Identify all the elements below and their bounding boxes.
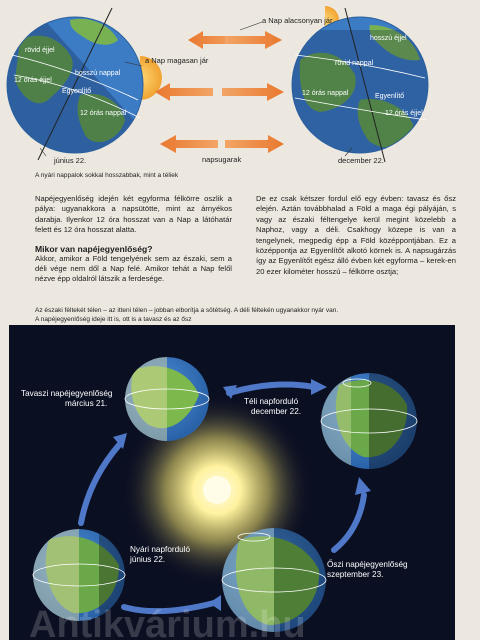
sun-low-label: a Nap alacsonyan jár: [262, 16, 333, 25]
autumn-title: Őszi napéjegyenlőség: [327, 560, 408, 569]
winter-title: Téli napforduló: [244, 397, 299, 406]
label-short-day: rövid nappal: [335, 60, 374, 67]
summer-label: [130, 545, 190, 565]
spring-title: Tavaszi napéjegyenlőség: [21, 389, 113, 398]
autumn-label: [327, 560, 408, 580]
section-heading: Mikor van napéjegyenlőség?: [35, 243, 153, 254]
watermark: Antikvárium.hu: [29, 604, 306, 640]
globe-spring-equinox: [125, 357, 209, 441]
orbit-diagram: [9, 325, 455, 640]
text-column-2: [256, 194, 456, 277]
winter-date: december 22.: [251, 407, 302, 416]
label-12h-night-left: 12 órás éjjel: [14, 77, 52, 84]
arrow-right-2: [222, 83, 284, 101]
date-june22-label: június 22.: [54, 156, 87, 165]
sun-high-label: a Nap magasan jár: [145, 56, 209, 65]
label-long-day: hosszú nappal: [75, 70, 121, 77]
arrow-left-3: [160, 135, 218, 153]
label-12h-day-right: 12 órás nappal: [302, 90, 349, 97]
bottom-caption-line1: Az északi féltekét télen – az itteni télen – jobban elborítja a sötétség. A déli féltekén ugyanakkor nyár van.: [35, 307, 339, 314]
label-equator-right: Egyenlítő: [375, 93, 405, 100]
winter-label: [244, 397, 301, 417]
date-dec22-label: december 22.: [338, 156, 384, 165]
autumn-date: szeptember 23.: [327, 570, 384, 579]
text-column-1: [35, 194, 232, 285]
label-long-night: hosszú éjjel: [370, 35, 407, 42]
top-figure-caption: A nyári nappalok sokkal hosszabbak, mint a téliek: [35, 172, 179, 179]
label-short-night: rövid éjjel: [25, 47, 55, 54]
sunray-arrows: [155, 31, 284, 153]
globe-winter-solstice: [292, 17, 428, 160]
bottom-caption-line2: A napéjegyenlőség ideje itt is, ott is a tavasz és az ősz: [35, 316, 192, 323]
label-12h-night-right: 12 órás éjjel: [385, 110, 423, 117]
paragraph-equinox: Napéjegyenlőség idején két egyforma félkörre oszlik a pálya: ugyanakkora a napsütötte, mint az árnyékos darabja. Ilyenkor 12 óra hosszat van a Nap a látóhatár felett és 12 óra hosszat alatta.: [35, 194, 232, 235]
summer-date: június 22.: [130, 555, 166, 564]
summer-title: Nyári napforduló: [130, 545, 191, 554]
spring-label: [21, 389, 113, 409]
paragraph-twice-a-year: De ez csak kétszer fordul elő egy évben: tavasz és ősz elején. Aztán továbbhalad a Föld a maga égi pályáján, s vagy az északi féltengelye kerül megint közelebb a Naphoz, vagy a déli. Csakhogy közepe is van a tengelynek, megpedig épp a Föld középpontjában. Ez a középpontja az Egyenlítőt alkotó körnek is. A napsugárzás így az Egyenlítőt egész álló évben két egyforma – kerek-en 20 ezer kilométer hosszú – félkörre osztja;: [256, 194, 456, 276]
arrow-left-2: [155, 83, 213, 101]
label-equator-left: Egyenlítő: [62, 88, 92, 95]
spring-date: március 21.: [65, 399, 108, 408]
sunrays-label: napsugarak: [202, 155, 242, 164]
label-12h-day-left: 12 órás nappal: [80, 110, 127, 117]
arrow-right-1: [225, 31, 282, 49]
globe-winter-solstice-orbit: [321, 373, 417, 469]
seasons-daylength-figure: [0, 0, 480, 175]
paragraph-when: Akkor, amikor a Föld tengelyének sem az északi, sem a déli vége nem dől a Nap felé. Amikor tehát a Nap felől nézve épp oldalról látszik a ferdesége.: [35, 253, 232, 284]
arrow-right-3: [225, 135, 284, 153]
